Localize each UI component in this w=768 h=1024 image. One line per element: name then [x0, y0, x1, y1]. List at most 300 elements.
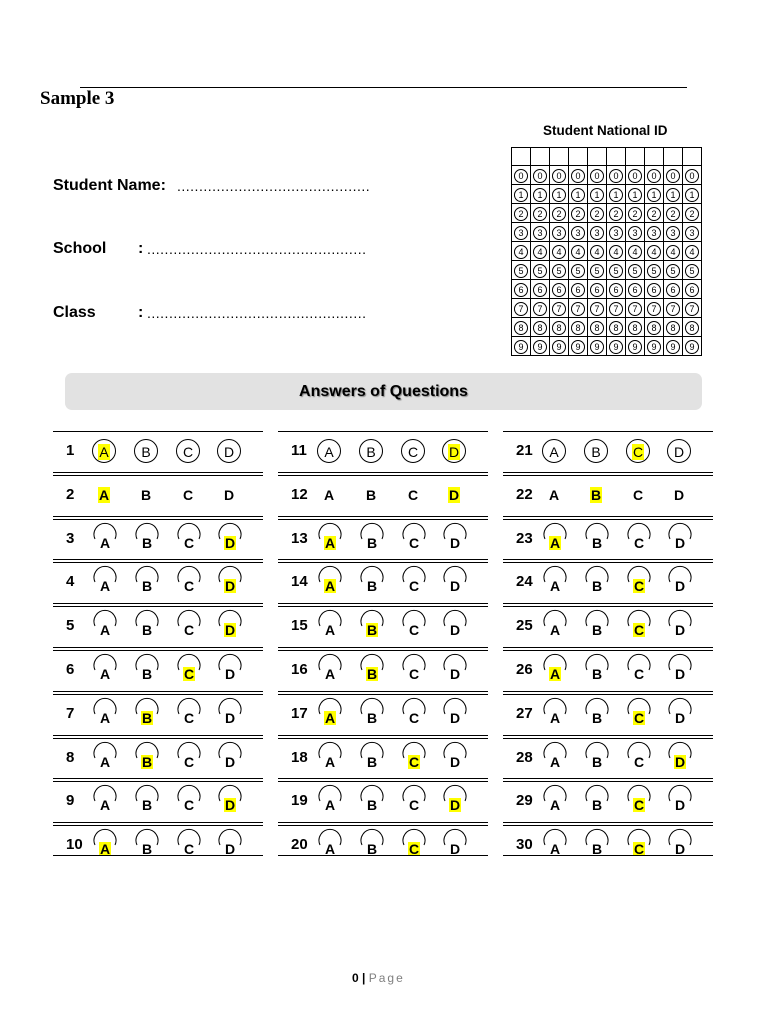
- id-digit-bubble[interactable]: 8: [685, 321, 699, 335]
- answer-option-b[interactable]: [584, 570, 610, 594]
- id-digit-bubble[interactable]: 1: [628, 188, 642, 202]
- answer-option-c[interactable]: [626, 614, 652, 638]
- id-digit-bubble[interactable]: 5: [666, 264, 680, 278]
- question-number: 3: [66, 529, 75, 547]
- id-digit-bubble[interactable]: 4: [590, 245, 604, 259]
- answer-option-a[interactable]: [542, 483, 566, 507]
- answer-option-c[interactable]: [626, 833, 652, 857]
- id-digit-bubble[interactable]: 2: [533, 207, 547, 221]
- answer-option-d[interactable]: [442, 658, 468, 682]
- id-digit-bubble[interactable]: 8: [571, 321, 585, 335]
- question-number: 13: [291, 529, 308, 547]
- id-digit-bubble[interactable]: 0: [647, 169, 661, 183]
- answer-option-d[interactable]: [442, 789, 468, 813]
- answer-option-d[interactable]: [442, 483, 466, 507]
- option-letter: D: [673, 444, 685, 460]
- answer-option-a[interactable]: [542, 702, 568, 726]
- id-digit-bubble[interactable]: 9: [647, 340, 661, 354]
- answer-option-b[interactable]: [359, 570, 385, 594]
- row-separator: [53, 694, 263, 695]
- id-digit-bubble[interactable]: 7: [552, 302, 566, 316]
- question-number: 23: [516, 529, 533, 547]
- option-letter: C: [183, 709, 195, 726]
- question-number: 22: [516, 485, 533, 503]
- question-number: 21: [516, 442, 533, 459]
- answer-option-a[interactable]: [317, 614, 343, 638]
- page-label: Page: [368, 971, 405, 985]
- id-digit-bubble[interactable]: 3: [514, 226, 528, 240]
- id-digit-bubble[interactable]: 4: [514, 245, 528, 259]
- selected-option-letter: A: [98, 486, 110, 503]
- id-digit-bubble[interactable]: 2: [647, 207, 661, 221]
- selected-option-letter: D: [224, 797, 236, 814]
- row-separator: [53, 475, 263, 476]
- id-digit-bubble[interactable]: 9: [552, 340, 566, 354]
- answer-option-c[interactable]: [626, 483, 650, 507]
- id-digit-bubble[interactable]: 4: [571, 245, 585, 259]
- answer-option-a[interactable]: [317, 658, 343, 682]
- answer-option-d[interactable]: [442, 439, 466, 463]
- id-digit-bubble[interactable]: 0: [590, 169, 604, 183]
- id-digit-bubble[interactable]: 6: [647, 283, 661, 297]
- answer-option-b[interactable]: [134, 746, 160, 770]
- answer-option-b[interactable]: [584, 614, 610, 638]
- id-digit-bubble[interactable]: 8: [609, 321, 623, 335]
- answer-option-b[interactable]: [134, 658, 160, 682]
- answer-option-c[interactable]: [401, 833, 427, 857]
- answer-option-a[interactable]: [317, 789, 343, 813]
- id-digit-bubble[interactable]: 6: [609, 283, 623, 297]
- answer-option-b[interactable]: [359, 833, 385, 857]
- id-digit-bubble[interactable]: 6: [666, 283, 680, 297]
- answer-option-b[interactable]: [134, 483, 158, 507]
- id-digit-bubble[interactable]: 1: [533, 188, 547, 202]
- answer-option-c[interactable]: [176, 746, 202, 770]
- id-digit-bubble[interactable]: 7: [628, 302, 642, 316]
- id-digit-bubble[interactable]: 5: [514, 264, 528, 278]
- id-digit-bubble[interactable]: 8: [590, 321, 604, 335]
- row-separator: [53, 647, 263, 648]
- answer-option-d[interactable]: [442, 527, 468, 551]
- id-digit-bubble[interactable]: 0: [533, 169, 547, 183]
- answer-option-b[interactable]: [584, 439, 608, 463]
- answer-option-b[interactable]: [134, 789, 160, 813]
- id-digit-bubble[interactable]: 0: [628, 169, 642, 183]
- id-digit-bubble[interactable]: 4: [666, 245, 680, 259]
- id-digit-bubble[interactable]: 9: [609, 340, 623, 354]
- row-separator: [53, 855, 263, 856]
- id-digit-bubble[interactable]: 1: [647, 188, 661, 202]
- id-digit-bubble[interactable]: 5: [590, 264, 604, 278]
- id-digit-bubble[interactable]: 6: [552, 283, 566, 297]
- answer-option-b[interactable]: [359, 746, 385, 770]
- id-digit-bubble[interactable]: 0: [571, 169, 585, 183]
- id-digit-bubble[interactable]: 7: [514, 302, 528, 316]
- selected-option-letter: D: [224, 622, 236, 639]
- option-letter: D: [674, 797, 686, 814]
- id-digit-bubble[interactable]: 0: [666, 169, 680, 183]
- answer-option-b[interactable]: [359, 439, 383, 463]
- row-separator: [278, 559, 488, 560]
- id-digit-bubble[interactable]: 8: [514, 321, 528, 335]
- option-letter: B: [366, 797, 378, 814]
- answer-option-c[interactable]: [176, 702, 202, 726]
- id-digit-bubble[interactable]: 0: [552, 169, 566, 183]
- question-number: 29: [516, 792, 533, 810]
- answer-option-d[interactable]: [217, 439, 241, 463]
- id-digit-bubble[interactable]: 6: [533, 283, 547, 297]
- id-digit-bubble[interactable]: 7: [685, 302, 699, 316]
- option-letter: B: [591, 622, 603, 639]
- id-digit-bubble[interactable]: 7: [533, 302, 547, 316]
- id-digit-bubble[interactable]: 3: [571, 226, 585, 240]
- option-letter: D: [674, 534, 686, 551]
- answer-option-b[interactable]: [584, 702, 610, 726]
- answer-option-d[interactable]: [442, 746, 468, 770]
- id-digit-bubble[interactable]: 0: [514, 169, 528, 183]
- class-label: Class: [53, 304, 96, 321]
- row-separator: [503, 516, 713, 517]
- row-separator: [503, 738, 713, 739]
- answer-option-d[interactable]: [442, 614, 468, 638]
- option-letter: C: [408, 578, 420, 595]
- answer-option-d[interactable]: [217, 570, 243, 594]
- id-digit-bubble[interactable]: 7: [609, 302, 623, 316]
- id-digit-bubble[interactable]: 3: [533, 226, 547, 240]
- option-letter: B: [141, 841, 153, 858]
- answer-option-c[interactable]: [626, 702, 652, 726]
- id-digit-bubble[interactable]: 5: [533, 264, 547, 278]
- id-digit-bubble[interactable]: 8: [533, 321, 547, 335]
- id-digit-bubble[interactable]: 5: [609, 264, 623, 278]
- id-digit-bubble[interactable]: 8: [628, 321, 642, 335]
- answer-option-d[interactable]: [667, 614, 693, 638]
- answer-option-b[interactable]: [359, 702, 385, 726]
- id-digit-bubble[interactable]: 9: [514, 340, 528, 354]
- class-colon: :: [138, 304, 144, 321]
- answer-option-c[interactable]: [401, 614, 427, 638]
- id-digit-bubble[interactable]: 9: [533, 340, 547, 354]
- answer-option-a[interactable]: [92, 570, 118, 594]
- option-letter: D: [223, 486, 235, 503]
- answer-option-d[interactable]: [442, 702, 468, 726]
- option-letter: C: [183, 797, 195, 814]
- answer-option-c[interactable]: [401, 570, 427, 594]
- question-number: 11: [291, 442, 307, 459]
- id-digit-bubble[interactable]: 2: [514, 207, 528, 221]
- answer-option-d[interactable]: [217, 789, 243, 813]
- class-field[interactable]: ..................................................: [147, 305, 367, 321]
- row-separator: [278, 855, 488, 856]
- id-digit-bubble[interactable]: 2: [552, 207, 566, 221]
- row-separator: [278, 647, 488, 648]
- answer-option-c[interactable]: [176, 483, 200, 507]
- answer-option-a[interactable]: [542, 527, 568, 551]
- id-digit-bubble[interactable]: 9: [628, 340, 642, 354]
- answer-option-a[interactable]: [92, 483, 116, 507]
- option-letter: A: [324, 753, 336, 770]
- answer-option-d[interactable]: [667, 570, 693, 594]
- row-separator: [53, 559, 263, 560]
- id-digit-bubble[interactable]: 4: [647, 245, 661, 259]
- answer-option-b[interactable]: [359, 658, 385, 682]
- answer-option-d[interactable]: [442, 570, 468, 594]
- id-digit-bubble[interactable]: 6: [571, 283, 585, 297]
- id-digit-bubble[interactable]: 9: [666, 340, 680, 354]
- answer-option-d[interactable]: [667, 746, 693, 770]
- answer-option-d[interactable]: [217, 483, 241, 507]
- answer-option-d[interactable]: [667, 702, 693, 726]
- id-digit-bubble[interactable]: 2: [685, 207, 699, 221]
- answer-option-c[interactable]: [401, 702, 427, 726]
- answer-option-c[interactable]: [401, 439, 425, 463]
- id-digit-bubble[interactable]: 4: [685, 245, 699, 259]
- id-digit-bubble[interactable]: 6: [685, 283, 699, 297]
- answer-option-c[interactable]: [176, 614, 202, 638]
- row-separator: [278, 650, 488, 651]
- answer-option-a[interactable]: [317, 483, 341, 507]
- answer-option-b[interactable]: [359, 527, 385, 551]
- id-digit-bubble[interactable]: 1: [666, 188, 680, 202]
- answer-option-c[interactable]: [626, 746, 652, 770]
- id-digit-bubble[interactable]: 1: [685, 188, 699, 202]
- answer-option-a[interactable]: [542, 746, 568, 770]
- answer-option-d[interactable]: [667, 527, 693, 551]
- question-number: 18: [291, 748, 308, 766]
- id-digit-bubble[interactable]: 2: [590, 207, 604, 221]
- answer-option-b[interactable]: [584, 658, 610, 682]
- id-digit-bubble[interactable]: 5: [552, 264, 566, 278]
- id-digit-bubble[interactable]: 3: [590, 226, 604, 240]
- option-letter: A: [99, 666, 111, 682]
- answer-option-d[interactable]: [667, 789, 693, 813]
- answer-option-a[interactable]: [317, 746, 343, 770]
- option-letter: B: [366, 444, 376, 460]
- id-digit-bubble[interactable]: 0: [609, 169, 623, 183]
- id-digit-bubble[interactable]: 1: [590, 188, 604, 202]
- id-digit-bubble[interactable]: 3: [685, 226, 699, 240]
- id-digit-bubble[interactable]: 1: [609, 188, 623, 202]
- row-separator: [278, 738, 488, 739]
- answer-option-c[interactable]: [176, 833, 202, 857]
- id-digit-bubble[interactable]: 3: [666, 226, 680, 240]
- row-separator: [503, 694, 713, 695]
- answer-option-c[interactable]: [176, 658, 202, 682]
- answer-option-d[interactable]: [217, 658, 243, 682]
- id-digit-bubble[interactable]: 1: [514, 188, 528, 202]
- option-letter: A: [324, 666, 336, 682]
- answer-option-a[interactable]: [92, 614, 118, 638]
- option-letter: D: [674, 841, 686, 858]
- row-separator: [278, 472, 488, 473]
- row-separator: [53, 606, 263, 607]
- answer-option-b[interactable]: [584, 527, 610, 551]
- option-letter: A: [549, 841, 561, 858]
- selected-option-letter: C: [633, 709, 645, 726]
- option-letter: D: [224, 841, 236, 858]
- option-letter: D: [674, 622, 686, 639]
- question-number: 27: [516, 704, 533, 722]
- row-separator: [53, 516, 263, 517]
- id-digit-bubble[interactable]: 5: [628, 264, 642, 278]
- id-digit-bubble[interactable]: 0: [685, 169, 699, 183]
- id-digit-bubble[interactable]: 7: [666, 302, 680, 316]
- answer-option-a[interactable]: [542, 439, 566, 463]
- answer-option-a[interactable]: [92, 746, 118, 770]
- row-separator: [278, 735, 488, 736]
- id-digit-bubble[interactable]: 7: [590, 302, 604, 316]
- answer-option-a[interactable]: [542, 570, 568, 594]
- id-digit-bubble[interactable]: 2: [571, 207, 585, 221]
- answer-option-c[interactable]: [626, 570, 652, 594]
- answer-option-b[interactable]: [359, 614, 385, 638]
- answer-option-c[interactable]: [401, 658, 427, 682]
- id-digit-bubble[interactable]: 1: [571, 188, 585, 202]
- answer-option-b[interactable]: [134, 527, 160, 551]
- answer-option-b[interactable]: [134, 614, 160, 638]
- answer-option-d[interactable]: [217, 527, 243, 551]
- answer-option-c[interactable]: [401, 527, 427, 551]
- id-digit-bubble[interactable]: 1: [552, 188, 566, 202]
- answer-option-d[interactable]: [442, 833, 468, 857]
- id-digit-bubble[interactable]: 7: [571, 302, 585, 316]
- answer-option-c[interactable]: [401, 746, 427, 770]
- option-letter: C: [183, 622, 195, 639]
- answer-option-a[interactable]: [542, 658, 568, 682]
- answer-option-c[interactable]: [626, 527, 652, 551]
- answer-option-a[interactable]: [92, 439, 116, 463]
- selected-option-letter: C: [633, 622, 645, 639]
- answer-option-a[interactable]: [317, 833, 343, 857]
- answer-option-c[interactable]: [626, 789, 652, 813]
- answer-option-a[interactable]: [92, 702, 118, 726]
- answer-option-a[interactable]: [92, 833, 118, 857]
- answer-option-b[interactable]: [134, 570, 160, 594]
- question-number: 6: [66, 661, 75, 678]
- option-letter: D: [449, 753, 461, 770]
- question-number: 26: [516, 661, 533, 678]
- id-digit-bubble[interactable]: 3: [609, 226, 623, 240]
- answer-option-a[interactable]: [92, 789, 118, 813]
- answer-option-d[interactable]: [217, 833, 243, 857]
- id-digit-bubble[interactable]: 3: [628, 226, 642, 240]
- school-field[interactable]: ..................................................: [147, 241, 367, 257]
- answer-option-c[interactable]: [176, 570, 202, 594]
- question-number: 17: [291, 704, 308, 722]
- row-separator: [503, 562, 713, 563]
- option-letter: A: [549, 622, 561, 639]
- id-digit-bubble[interactable]: 2: [628, 207, 642, 221]
- answer-option-d[interactable]: [667, 439, 691, 463]
- answer-option-b[interactable]: [584, 483, 608, 507]
- id-digit-bubble[interactable]: 8: [647, 321, 661, 335]
- student-name-field[interactable]: ............................................: [177, 178, 371, 194]
- id-digit-bubble[interactable]: 3: [647, 226, 661, 240]
- answer-option-c[interactable]: [626, 658, 652, 682]
- answer-option-c[interactable]: [176, 789, 202, 813]
- option-letter: B: [366, 709, 378, 726]
- answer-option-a[interactable]: [317, 527, 343, 551]
- option-letter: C: [407, 444, 419, 460]
- option-letter: A: [99, 753, 111, 770]
- answer-option-a[interactable]: [92, 527, 118, 551]
- answer-option-c[interactable]: [176, 527, 202, 551]
- question-number: 12: [291, 485, 308, 503]
- id-digit-bubble[interactable]: 9: [685, 340, 699, 354]
- id-digit-bubble[interactable]: 4: [609, 245, 623, 259]
- id-digit-bubble[interactable]: 8: [666, 321, 680, 335]
- option-letter: C: [408, 666, 420, 682]
- id-digit-bubble[interactable]: 9: [571, 340, 585, 354]
- id-digit-bubble[interactable]: 8: [552, 321, 566, 335]
- answer-option-b[interactable]: [584, 746, 610, 770]
- answer-option-a[interactable]: [542, 789, 568, 813]
- id-digit-bubble[interactable]: 4: [552, 245, 566, 259]
- answer-option-a[interactable]: [317, 439, 341, 463]
- id-digit-bubble[interactable]: 7: [647, 302, 661, 316]
- option-letter: C: [183, 841, 195, 858]
- selected-option-letter: D: [448, 444, 460, 460]
- row-separator: [278, 562, 488, 563]
- id-digit-bubble[interactable]: 2: [609, 207, 623, 221]
- row-separator: [53, 738, 263, 739]
- answer-option-b[interactable]: [359, 483, 383, 507]
- answer-option-d[interactable]: [667, 833, 693, 857]
- id-digit-bubble[interactable]: 9: [590, 340, 604, 354]
- row-separator: [278, 781, 488, 782]
- school-label: School: [53, 240, 107, 257]
- id-digit-bubble[interactable]: 4: [628, 245, 642, 259]
- answer-option-b[interactable]: [359, 789, 385, 813]
- option-letter: C: [407, 486, 419, 503]
- answer-option-c[interactable]: [401, 789, 427, 813]
- option-letter: B: [141, 622, 153, 639]
- row-separator: [503, 735, 713, 736]
- answer-option-a[interactable]: [542, 833, 568, 857]
- id-digit-bubble[interactable]: 3: [552, 226, 566, 240]
- id-digit-bubble[interactable]: 4: [533, 245, 547, 259]
- answer-option-d[interactable]: [217, 702, 243, 726]
- answer-option-a[interactable]: [542, 614, 568, 638]
- answer-option-b[interactable]: [584, 833, 610, 857]
- answer-option-c[interactable]: [626, 439, 650, 463]
- id-digit-bubble[interactable]: 6: [590, 283, 604, 297]
- answer-option-c[interactable]: [401, 483, 425, 507]
- answer-option-d[interactable]: [667, 483, 691, 507]
- row-separator: [53, 431, 263, 432]
- answer-option-a[interactable]: [317, 570, 343, 594]
- id-digit-bubble[interactable]: 5: [571, 264, 585, 278]
- answer-option-a[interactable]: [317, 702, 343, 726]
- answer-option-b[interactable]: [134, 439, 158, 463]
- id-digit-bubble[interactable]: 6: [514, 283, 528, 297]
- answer-option-b[interactable]: [134, 833, 160, 857]
- option-letter: B: [591, 534, 603, 551]
- answer-option-b[interactable]: [134, 702, 160, 726]
- id-digit-bubble[interactable]: 5: [685, 264, 699, 278]
- answer-option-d[interactable]: [217, 746, 243, 770]
- id-digit-bubble[interactable]: 2: [666, 207, 680, 221]
- answer-option-d[interactable]: [217, 614, 243, 638]
- answer-option-a[interactable]: [92, 658, 118, 682]
- id-digit-bubble[interactable]: 5: [647, 264, 661, 278]
- selected-option-letter: B: [141, 709, 153, 726]
- answer-option-d[interactable]: [667, 658, 693, 682]
- answer-option-c[interactable]: [176, 439, 200, 463]
- id-digit-bubble[interactable]: 6: [628, 283, 642, 297]
- answer-option-b[interactable]: [584, 789, 610, 813]
- option-letter: C: [183, 578, 195, 595]
